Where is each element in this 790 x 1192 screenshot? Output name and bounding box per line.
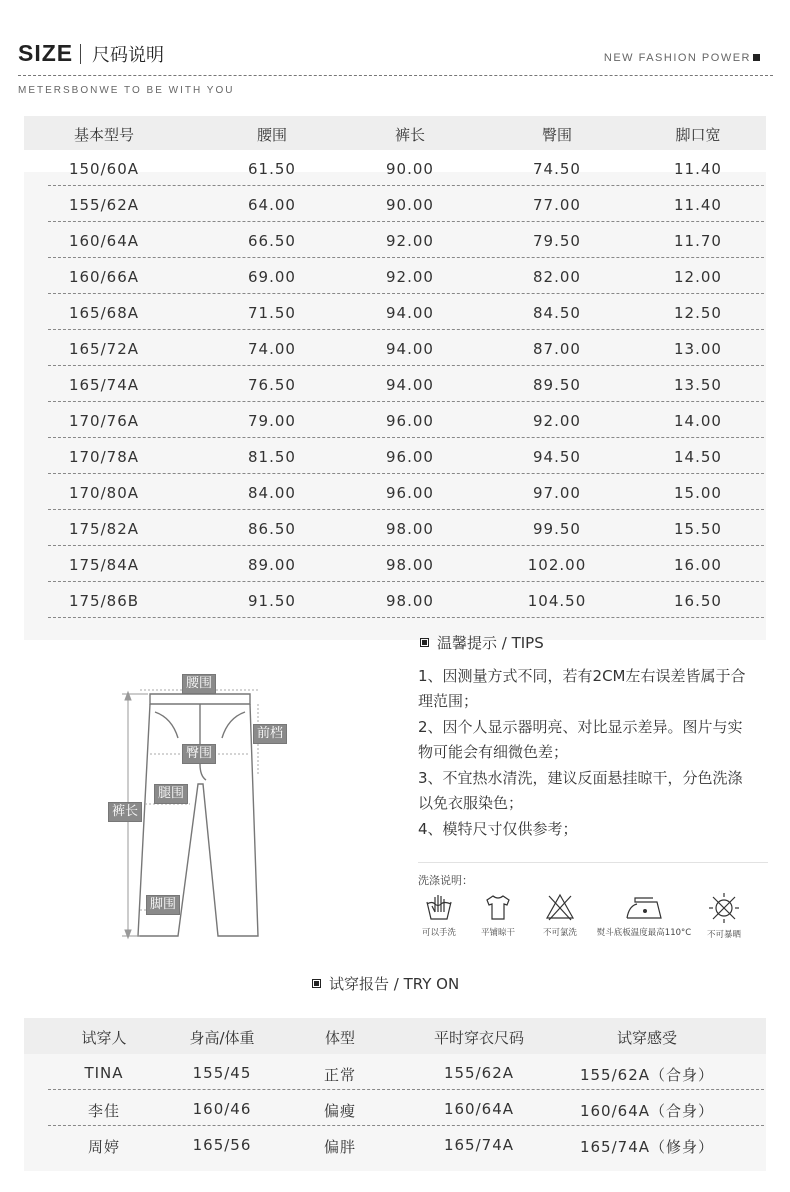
cell-tester: TINA [84,1064,124,1082]
cell-waist: 84.00 [248,484,296,502]
table-row [24,412,766,448]
cell-waist: 79.00 [248,412,296,430]
label-waist: 腰围 [182,674,216,694]
cell-hip: 104.50 [527,592,587,610]
slogan-text: NEW FASHION POWER [603,52,751,64]
table-row [24,1064,766,1100]
cell-usual-size: 160/64A [443,1100,515,1118]
cell-length: 90.00 [386,196,434,214]
tips-list [418,664,748,843]
wash-item-hand [416,892,462,938]
hand-wash-icon [424,892,454,922]
row-divider [48,401,764,402]
tips-title [420,632,544,653]
cell-tester: 周婷 [87,1138,120,1156]
cell-waist: 89.00 [248,556,296,574]
square-bullet-icon [753,54,760,61]
row-divider [48,221,764,222]
table-row [24,592,766,628]
tryon-title-text: 试穿报告 / TRY ON [329,975,460,993]
row-divider [48,473,764,474]
cell-model: 160/64A [68,232,140,250]
header-feeling: 试穿感受 [616,1029,677,1047]
header-height-weight: 身高/体重 [189,1029,255,1047]
label-hem: 脚围 [146,895,180,915]
cell-body-type: 偏胖 [323,1138,356,1156]
label-thigh: 腿围 [154,784,188,804]
cell-hem: 11.40 [674,196,722,214]
table-row [24,556,766,592]
cell-length: 94.00 [386,340,434,358]
row-divider [48,1125,764,1126]
cell-waist: 76.50 [248,376,296,394]
cell-waist: 86.50 [248,520,296,538]
cell-model: 170/76A [68,412,140,430]
cell-hem: 15.50 [674,520,722,538]
wash-label: 熨斗底板温度最高110°C [596,928,692,938]
cell-model: 155/62A [68,196,140,214]
cell-feeling: 160/64A（合身） [579,1102,715,1120]
tips-title-text: 温馨提示 / TIPS [437,634,544,652]
cell-hem: 11.40 [674,160,722,178]
row-divider [48,509,764,510]
cell-length: 92.00 [386,232,434,250]
wash-item-sun [700,892,748,940]
wash-label: 平铺晾干 [480,928,515,938]
row-divider [48,365,764,366]
cell-model: 160/66A [68,268,140,286]
row-divider [48,293,764,294]
table-row [24,340,766,376]
wash-label: 不可氯洗 [542,928,577,938]
cell-waist: 74.00 [248,340,296,358]
header-hem: 脚口宽 [675,126,721,144]
cell-hem: 16.00 [674,556,722,574]
cell-length: 94.00 [386,376,434,394]
cell-hip: 89.50 [533,376,581,394]
cell-model: 170/80A [68,484,140,502]
pants-diagram [100,664,400,954]
cell-hip: 97.00 [533,484,581,502]
row-divider [48,545,764,546]
cell-waist: 81.50 [248,448,296,466]
cell-hip: 84.50 [533,304,581,322]
table-row [24,1136,766,1172]
cell-waist: 66.50 [248,232,296,250]
header-body-type: 体型 [324,1029,355,1047]
row-divider [48,185,764,186]
cell-body-type: 正常 [323,1066,356,1084]
cell-hip: 92.00 [533,412,581,430]
cell-length: 96.00 [386,484,434,502]
cell-hem: 14.50 [674,448,722,466]
cell-hem: 14.00 [674,412,722,430]
cell-hip: 82.00 [533,268,581,286]
table-row [24,1100,766,1136]
cell-hem: 13.00 [674,340,722,358]
cell-usual-size: 155/62A [443,1064,515,1082]
cell-hip: 77.00 [533,196,581,214]
tip-item: 3、不宜热水清洗，建议反面悬挂晾干，分色洗涤以免衣服染色； [418,769,743,812]
header-tester: 试穿人 [81,1029,127,1047]
header-separator [80,44,81,64]
cell-height-weight: 165/56 [192,1136,252,1154]
label-length: 裤长 [108,802,142,822]
cell-hip: 102.00 [527,556,587,574]
cell-model: 165/72A [68,340,140,358]
table-row [24,484,766,520]
wash-divider [418,862,768,863]
wash-item-iron [589,892,699,938]
cell-hip: 87.00 [533,340,581,358]
cell-hip: 99.50 [533,520,581,538]
header-length: 裤长 [394,126,425,144]
tryon-title [312,973,459,994]
wash-item-flat [474,892,522,938]
cell-height-weight: 155/45 [192,1064,252,1082]
row-divider [48,581,764,582]
cell-hem: 12.50 [674,304,722,322]
wash-label: 可以手洗 [421,928,456,938]
cell-hip: 74.50 [533,160,581,178]
cell-model: 150/60A [68,160,140,178]
cell-height-weight: 160/46 [192,1100,252,1118]
cell-model: 170/78A [68,448,140,466]
size-table [24,116,766,640]
cell-length: 98.00 [386,556,434,574]
table-row [24,268,766,304]
cell-length: 98.00 [386,520,434,538]
row-divider [48,437,764,438]
wash-item-bleach [536,892,584,938]
no-bleach-icon [545,892,575,922]
cell-hem: 11.70 [674,232,722,250]
cell-usual-size: 165/74A [443,1136,515,1154]
cell-model: 175/84A [68,556,140,574]
no-sun-icon [708,892,740,924]
tryon-table-header [24,1018,766,1054]
cell-length: 98.00 [386,592,434,610]
tip-item: 1、因测量方式不同，若有2CM左右误差皆属于合理范围； [418,667,746,710]
cell-feeling: 155/62A（合身） [579,1066,715,1084]
cell-waist: 69.00 [248,268,296,286]
tip-item: 2、因个人显示器明亮、对比显示差异。图片与实物可能会有细微色差； [418,718,743,761]
table-row [24,520,766,556]
size-table-header [24,116,766,150]
table-row [24,232,766,268]
cell-tester: 李佳 [87,1102,120,1120]
cell-hem: 16.50 [674,592,722,610]
table-row [24,160,766,196]
header-model: 基本型号 [73,126,134,144]
cell-model: 175/82A [68,520,140,538]
cell-model: 175/86B [68,592,140,610]
size-title: SIZE [18,40,74,66]
cell-feeling: 165/74A（修身） [579,1138,715,1156]
wash-title: 洗涤说明： [418,874,473,887]
size-subtitle: 尺码说明 [92,45,164,66]
cell-model: 165/74A [68,376,140,394]
cell-hip: 94.50 [533,448,581,466]
square-bullet-icon [312,979,321,988]
tip-item: 4、模特尺寸仅供参考； [418,820,578,838]
header-hip: 臀围 [541,126,572,144]
header-waist: 腰围 [256,126,287,144]
row-divider [48,617,764,618]
row-divider [48,257,764,258]
cell-length: 94.00 [386,304,434,322]
pants-outline-icon [100,664,400,954]
cell-hem: 15.00 [674,484,722,502]
flat-dry-icon [483,892,513,922]
cell-waist: 64.00 [248,196,296,214]
cell-length: 96.00 [386,412,434,430]
table-row [24,196,766,232]
label-hip: 臀围 [182,744,216,764]
cell-waist: 61.50 [248,160,296,178]
label-rise: 前档 [253,724,287,744]
cell-waist: 91.50 [248,592,296,610]
cell-length: 90.00 [386,160,434,178]
brand-slogan [604,52,760,64]
row-divider [48,1089,764,1090]
wash-label: 不可暴晒 [706,930,741,940]
cell-hem: 13.50 [674,376,722,394]
square-bullet-icon [420,638,429,647]
cell-waist: 71.50 [248,304,296,322]
table-row [24,304,766,340]
header-usual-size: 平时穿衣尺码 [433,1029,524,1047]
cell-model: 165/68A [68,304,140,322]
cell-length: 92.00 [386,268,434,286]
cell-length: 96.00 [386,448,434,466]
row-divider [48,329,764,330]
table-row [24,448,766,484]
table-row [24,376,766,412]
cell-body-type: 偏瘦 [323,1102,356,1120]
cell-hip: 79.50 [533,232,581,250]
tryon-table [24,1018,766,1171]
iron-icon [623,892,665,922]
cell-hem: 12.00 [674,268,722,286]
header-divider [18,75,773,76]
brand-tagline: METERSBONWE TO BE WITH YOU [18,85,235,96]
